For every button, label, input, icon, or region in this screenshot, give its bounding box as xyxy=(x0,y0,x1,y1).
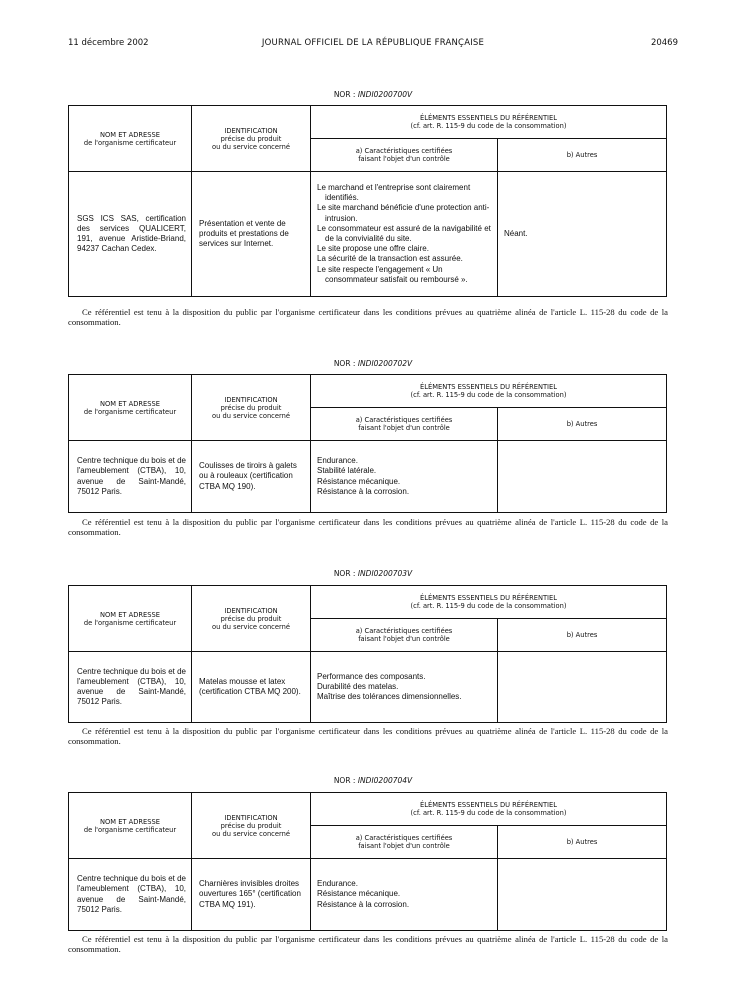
header-autres: b) Autres xyxy=(498,619,667,652)
header-identification: IDENTIFICATION précise du produit ou du service concerné xyxy=(192,375,311,441)
identification-cell: Charnières invisibles droites ouvertures 165° (certification CTBA MQ 191). xyxy=(192,859,311,931)
criterion-item: Résistance mécanique. xyxy=(317,889,401,899)
organisme-cell: Centre technique du bois et de l'ameublement (CTBA), 10, avenue de Saint-Mandé, 75012 Paris. xyxy=(69,441,192,513)
autres-cell xyxy=(498,859,667,931)
criterion-item: Performance des composants. xyxy=(317,671,426,681)
header-caracteristiques: a) Caractéristiques certifiées faisant l'objet d'un contrôle xyxy=(311,408,498,441)
footer-paragraph: Ce référentiel est tenu à la disposition du public par l'organisme certificateur dans les conditions prévues au quatrième alinéa de l'article L. 115-28 du code de la consommation. xyxy=(68,307,668,327)
header-nom-adresse: NOM ET ADRESSE de l'organisme certificateur xyxy=(69,586,192,652)
criteria-cell xyxy=(311,652,498,723)
autres-cell: Néant. xyxy=(498,172,667,297)
header-autres: b) Autres xyxy=(498,139,667,172)
identification-cell: Coulisses de tiroirs à galets ou à rouleaux (certification CTBA MQ 190). xyxy=(192,441,311,513)
header-caracteristiques: a) Caractéristiques certifiées faisant l'objet d'un contrôle xyxy=(311,139,498,172)
autres-cell xyxy=(498,652,667,723)
nor-line xyxy=(68,776,678,785)
criterion-item: Résistance à la corrosion. xyxy=(317,486,410,496)
criterion-item: La sécurité de la transaction est assurée. xyxy=(317,254,463,264)
header-elements-essentiels: ÉLÉMENTS ESSENTIELS DU RÉFÉRENTIEL (cf. art. R. 115-9 du code de la consommation) xyxy=(311,586,667,619)
header-elements-essentiels: ÉLÉMENTS ESSENTIELS DU RÉFÉRENTIEL (cf. art. R. 115-9 du code de la consommation) xyxy=(311,793,667,826)
criteria-cell xyxy=(311,172,498,297)
nor-code: INDI0200704V xyxy=(357,776,413,785)
criteria-cell xyxy=(311,441,498,513)
header-date: 11 décembre 2002 xyxy=(68,38,149,48)
criterion-item: Maîtrise des tolérances dimensionnelles. xyxy=(317,692,462,702)
page-header xyxy=(68,38,678,52)
criterion-item: Durabilité des matelas. xyxy=(317,681,399,691)
criterion-item: Résistance mécanique. xyxy=(317,476,401,486)
criterion-item: Le consommateur est assuré de la navigabilité et de la convivialité du site. xyxy=(317,223,491,243)
nor-code: INDI0200703V xyxy=(357,569,413,578)
nor-line xyxy=(68,359,678,368)
nor-label: NOR : xyxy=(333,569,358,578)
nor-line xyxy=(68,569,678,578)
identification-cell: Matelas mousse et latex (certification CTBA MQ 200). xyxy=(192,652,311,723)
criterion-item: Endurance. xyxy=(317,879,358,889)
nor-label: NOR : xyxy=(333,90,358,99)
autres-cell xyxy=(498,441,667,513)
footer-paragraph: Ce référentiel est tenu à la disposition du public par l'organisme certificateur dans les conditions prévues au quatrième alinéa de l'article L. 115-28 du code de la consommation. xyxy=(68,934,668,954)
header-caracteristiques: a) Caractéristiques certifiées faisant l'objet d'un contrôle xyxy=(311,826,498,859)
header-elements-essentiels: ÉLÉMENTS ESSENTIELS DU RÉFÉRENTIEL (cf. art. R. 115-9 du code de la consommation) xyxy=(311,106,667,139)
criterion-item: Le marchand et l'entreprise sont clairement identifiés. xyxy=(317,182,471,203)
footer-paragraph: Ce référentiel est tenu à la disposition du public par l'organisme certificateur dans les conditions prévues au quatrième alinéa de l'article L. 115-28 du code de la consommation. xyxy=(68,726,668,746)
criterion-item: Stabilité latérale. xyxy=(317,466,377,476)
criterion-item: Endurance. xyxy=(317,456,358,466)
nor-line xyxy=(68,90,678,99)
header-nom-adresse: NOM ET ADRESSE de l'organisme certificateur xyxy=(69,793,192,859)
journal-title: JOURNAL OFFICIEL DE LA RÉPUBLIQUE FRANÇAISE xyxy=(261,38,485,48)
criterion-item: Le site marchand bénéficie d'une protection anti-intrusion. xyxy=(317,203,490,223)
referentiel-table xyxy=(68,585,667,723)
header-nom-adresse: NOM ET ADRESSE de l'organisme certificateur xyxy=(69,375,192,441)
criterion-item: Le site propose une offre claire. xyxy=(317,244,429,254)
nor-code: INDI0200700V xyxy=(357,90,413,99)
header-identification: IDENTIFICATION précise du produit ou du service concerné xyxy=(192,106,311,172)
header-identification: IDENTIFICATION précise du produit ou du service concerné xyxy=(192,793,311,859)
referentiel-table xyxy=(68,792,667,931)
header-elements-essentiels: ÉLÉMENTS ESSENTIELS DU RÉFÉRENTIEL (cf. art. R. 115-9 du code de la consommation) xyxy=(311,375,667,408)
identification-cell: Présentation et vente de produits et prestations de services sur Internet. xyxy=(192,172,311,297)
criteria-cell xyxy=(311,859,498,931)
nor-label: NOR : xyxy=(333,359,358,368)
page-number: 20469 xyxy=(650,38,678,48)
referentiel-table xyxy=(68,105,667,297)
criterion-item: Résistance à la corrosion. xyxy=(317,899,410,909)
header-nom-adresse: NOM ET ADRESSE de l'organisme certificateur xyxy=(69,106,192,172)
nor-code: INDI0200702V xyxy=(357,359,413,368)
organisme-cell: SGS ICS SAS, certification des services QUALICERT, 191, avenue Aristide-Briand, 94237 Cachan Cedex. xyxy=(69,172,192,297)
organisme-cell: Centre technique du bois et de l'ameublement (CTBA), 10, avenue de Saint-Mandé, 75012 Paris. xyxy=(69,859,192,931)
header-autres: b) Autres xyxy=(498,826,667,859)
referentiel-table xyxy=(68,374,667,513)
nor-label: NOR : xyxy=(333,776,358,785)
header-identification: IDENTIFICATION précise du produit ou du service concerné xyxy=(192,586,311,652)
header-autres: b) Autres xyxy=(498,408,667,441)
criterion-item: Le site respecte l'engagement « Un consommateur satisfait ou remboursé ». xyxy=(317,264,468,284)
header-caracteristiques: a) Caractéristiques certifiées faisant l'objet d'un contrôle xyxy=(311,619,498,652)
footer-paragraph: Ce référentiel est tenu à la disposition du public par l'organisme certificateur dans les conditions prévues au quatrième alinéa de l'article L. 115-28 du code de la consommation. xyxy=(68,517,668,537)
organisme-cell: Centre technique du bois et de l'ameublement (CTBA), 10, avenue de Saint-Mandé, 75012 Paris. xyxy=(69,652,192,723)
